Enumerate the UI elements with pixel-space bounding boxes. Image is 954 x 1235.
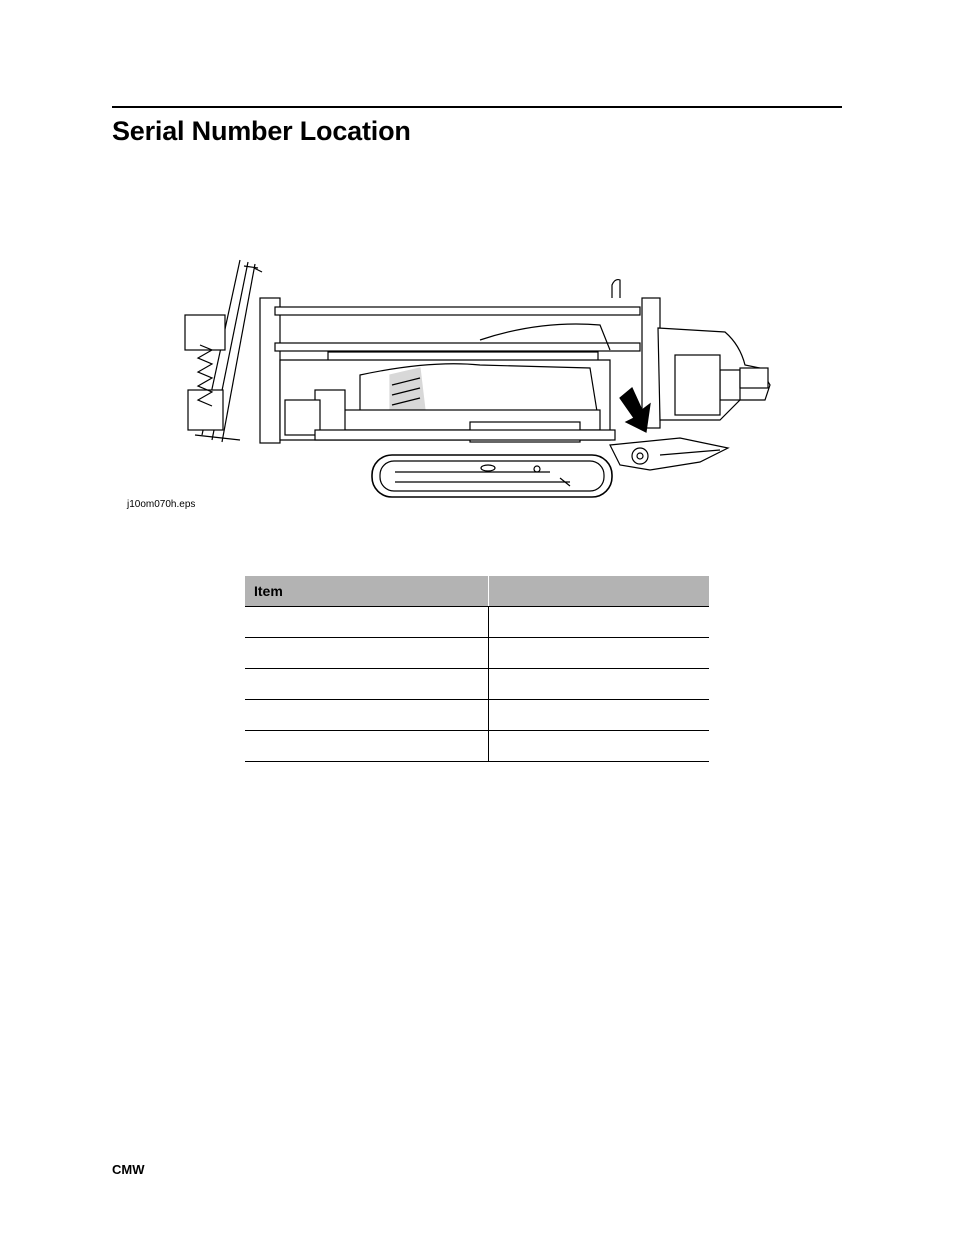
machine-frame [260, 298, 660, 443]
header-rule [112, 106, 842, 108]
page-title: Serial Number Location [112, 116, 411, 146]
table-row [245, 700, 709, 731]
table-cell [489, 607, 710, 638]
table-cell [489, 669, 710, 700]
column-header-item: Item [245, 576, 489, 607]
table-cell [489, 731, 710, 762]
engine-housing [658, 328, 770, 420]
column-header-value [489, 576, 710, 607]
table-cell [245, 669, 489, 700]
table-cell [245, 638, 489, 669]
table-cell [245, 731, 489, 762]
machine-illustration [180, 250, 780, 505]
table-row [245, 607, 709, 638]
rear-coupling [610, 438, 728, 470]
table-row [245, 731, 709, 762]
table-row [245, 638, 709, 669]
table-header-row [245, 576, 709, 607]
drill-mast [185, 260, 262, 442]
figure-caption: j10om070h.eps [127, 499, 196, 510]
serial-number-table [245, 576, 709, 762]
crawler-track [372, 455, 612, 497]
table-cell [245, 607, 489, 638]
table-cell [489, 638, 710, 669]
table-cell [489, 700, 710, 731]
exhaust-pipe [612, 280, 620, 298]
table-row [245, 669, 709, 700]
table-cell [245, 700, 489, 731]
page-footer: CMW [112, 1162, 145, 1177]
